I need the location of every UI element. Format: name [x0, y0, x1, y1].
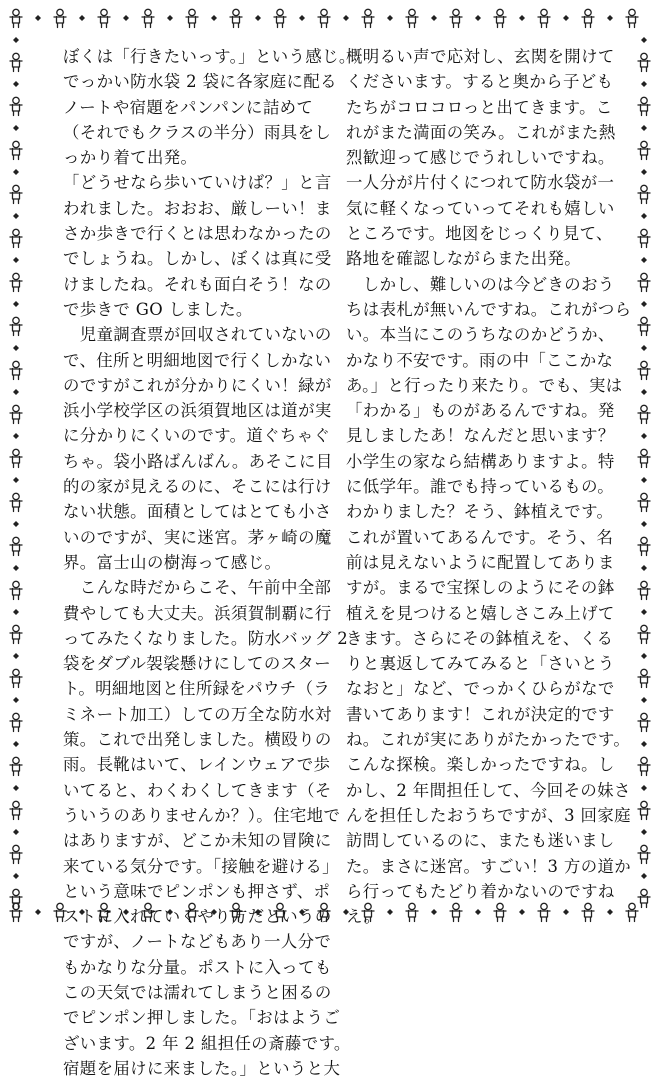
- text-line: いてると、わくわくしてきます（そ: [63, 780, 332, 800]
- kid-figure-icon: [638, 493, 650, 511]
- diamond-icon: [641, 125, 647, 131]
- kid-figure-icon: [230, 9, 242, 27]
- diamond-icon: [563, 15, 569, 21]
- kid-figure-icon: [638, 185, 650, 203]
- diamond-icon: [13, 81, 19, 87]
- kid-figure-icon: [638, 141, 650, 159]
- kid-figure-icon: [10, 141, 22, 159]
- text-line: 見しましたあ！なんだと思います？: [346, 426, 615, 446]
- text-line: ういうのありませんか？）。住宅地で: [63, 805, 341, 825]
- diamond-icon: [13, 873, 19, 879]
- kid-figure-icon: [274, 9, 286, 27]
- kid-figure-icon: [54, 9, 66, 27]
- kid-figure-icon: [10, 801, 22, 819]
- diamond-icon: [607, 15, 613, 21]
- diamond-icon: [35, 909, 41, 915]
- text-line: りと裏返してみてみると「さいとう: [346, 654, 615, 674]
- diamond-icon: [211, 15, 217, 21]
- diamond-icon: [641, 213, 647, 219]
- kid-figure-icon: [10, 713, 22, 731]
- text-line: ちゃ。袋小路ばんばん。あそこに目: [63, 451, 333, 471]
- text-line: でっかい防水袋 2 袋に各家庭に配る: [63, 72, 337, 92]
- diamond-icon: [641, 609, 647, 615]
- kid-figure-icon: [10, 185, 22, 203]
- kid-figure-icon: [638, 845, 650, 863]
- diamond-icon: [123, 15, 129, 21]
- kid-figure-icon: [494, 9, 506, 27]
- text-line: はありますが、どこか未知の冒険に: [63, 831, 332, 851]
- text-line: 的の家が見えるのに、そこには行け: [63, 477, 332, 497]
- text-line: もかなりな分量。ポストに入っても: [63, 957, 332, 977]
- text-line: ストに入れていくやり方だというの: [63, 907, 332, 927]
- diamond-icon: [13, 213, 19, 219]
- text-line: わかりました？そう、鉢植えです。: [346, 502, 614, 522]
- kid-figure-icon: [10, 53, 22, 71]
- diamond-icon: [79, 15, 85, 21]
- diamond-icon: [641, 433, 647, 439]
- kid-figure-icon: [10, 669, 22, 687]
- kid-figure-icon: [10, 9, 22, 27]
- text-line: くださいます。すると奥から子ども: [346, 72, 614, 92]
- text-line: なおと」など、でっかくひらがなで: [346, 679, 615, 699]
- diamond-icon: [641, 81, 647, 87]
- diamond-icon: [641, 389, 647, 395]
- kid-figure-icon: [638, 801, 650, 819]
- text-line: ところです。地図をじっくり見て、: [346, 224, 613, 244]
- diamond-icon: [13, 37, 19, 43]
- diamond-icon: [641, 697, 647, 703]
- diamond-icon: [13, 697, 19, 703]
- text-line: 「わかる」ものがあるんですね。発: [346, 401, 615, 421]
- diamond-icon: [299, 15, 305, 21]
- text-line: 雨。長靴はいて、レインウェアで歩: [63, 755, 331, 775]
- diamond-icon: [387, 15, 393, 21]
- text-line: ちは表札が無いんですね。これがつら: [346, 299, 632, 319]
- diamond-icon: [13, 609, 19, 615]
- kid-figure-icon: [538, 9, 550, 27]
- kid-figure-icon: [142, 9, 154, 27]
- text-line: 烈歓迎って感じでうれしいですね。: [346, 148, 615, 168]
- kid-figure-icon: [10, 889, 22, 907]
- kid-figure-icon: [10, 537, 22, 555]
- text-line: い。本当にこのうちなのかどうか、: [346, 325, 615, 345]
- kid-figure-icon: [10, 757, 22, 775]
- text-line: こんな時だからこそ、午前中全部: [63, 578, 332, 598]
- text-line: に低学年。誰でも持っているもの。: [346, 477, 614, 497]
- diamond-icon: [641, 345, 647, 351]
- text-line: んを担任したおうちですが、3 回家庭: [346, 805, 631, 825]
- diamond-icon: [641, 785, 647, 791]
- kid-figure-icon: [638, 757, 650, 775]
- text-line: という意味でピンポンも押さず、ポ: [63, 881, 331, 901]
- text-line: 浜小学校学区の浜須賀地区は道が実: [63, 401, 332, 421]
- text-line: ト。明細地図と住所録をパウチ（ラ: [63, 679, 331, 699]
- kid-figure-icon: [638, 273, 650, 291]
- text-line: 書いてあります！これが決定的です: [346, 704, 615, 724]
- text-line: ね。これが実にありがたかったです。: [346, 730, 631, 750]
- diamond-icon: [13, 257, 19, 263]
- diamond-icon: [13, 653, 19, 659]
- diamond-icon: [519, 15, 525, 21]
- kid-figure-icon: [10, 405, 22, 423]
- text-line: さか歩きで行くとは思わなかったの: [63, 224, 332, 244]
- text-line: この天気では濡れてしまうと困るの: [63, 982, 332, 1002]
- text-line: 袋をダブル袈裟懸けにしてのスター: [63, 654, 331, 674]
- text-line: 費やしても大丈夫。浜須賀制覇に行: [63, 603, 332, 623]
- kid-figure-icon: [638, 317, 650, 335]
- kid-figure-icon: [638, 53, 650, 71]
- diamond-icon: [13, 169, 19, 175]
- kid-figure-icon: [582, 9, 594, 27]
- text-line: 気に軽くなっていってそれも嬉しい: [346, 198, 615, 218]
- text-line: た。まさに迷宮。すごい！3 方の道か: [346, 856, 632, 876]
- diamond-icon: [641, 521, 647, 527]
- diamond-icon: [13, 433, 19, 439]
- diamond-icon: [167, 15, 173, 21]
- text-line: かなり不安です。雨の中「ここかな: [346, 350, 614, 370]
- text-line: のですがこれが分かりにくい！緑が: [63, 375, 332, 395]
- text-line: 策。これで出発しました。横殴りの: [63, 730, 332, 750]
- diamond-icon: [431, 15, 437, 21]
- text-line: たちがコロコロっと出てきます。こ: [346, 97, 613, 117]
- diamond-icon: [13, 125, 19, 131]
- text-line: でピンポン押しました。「おはようご: [63, 1008, 341, 1028]
- text-line: あ。」と行ったり来たり。でも、実は: [346, 375, 623, 395]
- kid-figure-icon: [10, 903, 22, 921]
- text-line: けましたね。それも面白そう！なの: [63, 274, 332, 294]
- kid-figure-icon: [10, 625, 22, 643]
- text-line: かし、2 年間担任して、今回その妹さ: [346, 780, 631, 800]
- kid-figure-icon: [406, 9, 418, 27]
- kid-figure-icon: [10, 229, 22, 247]
- diamond-icon: [35, 15, 41, 21]
- text-line: でしょうね。しかし、ぼくは真に受: [63, 249, 332, 269]
- diamond-icon: [641, 653, 647, 659]
- text-line: これが置いてあるんです。そう、名: [346, 527, 614, 547]
- text-line: 植えを見つけると嬉しさこみ上げて: [346, 603, 615, 623]
- text-line: ミネート加工）しての万全な防水対: [63, 704, 332, 724]
- diamond-icon: [343, 15, 349, 21]
- diamond-icon: [13, 741, 19, 747]
- right-text-column: [346, 44, 632, 929]
- diamond-icon: [475, 15, 481, 21]
- diamond-icon: [641, 477, 647, 483]
- diamond-icon: [13, 785, 19, 791]
- kid-figure-icon: [626, 9, 638, 27]
- kid-figure-icon: [98, 9, 110, 27]
- kid-figure-icon: [638, 713, 650, 731]
- text-line: ら行ってもたどり着かないのですね: [346, 881, 615, 901]
- text-line: っかり着て出発。: [63, 148, 198, 168]
- text-line: きます。さらにその鉢植えを、くる: [346, 628, 614, 648]
- kid-figure-icon: [10, 845, 22, 863]
- text-line: ですが、ノートなどもあり一人分で: [63, 932, 332, 952]
- text-line: しかし、難しいのは今どきのおう: [346, 274, 615, 294]
- kid-figure-icon: [10, 273, 22, 291]
- kid-figure-icon: [626, 903, 638, 921]
- kid-figure-icon: [638, 361, 650, 379]
- diamond-icon: [641, 37, 647, 43]
- diamond-icon: [641, 565, 647, 571]
- text-line: ってみたくなりました。防水バッグ 2: [63, 628, 349, 648]
- kid-figure-icon: [318, 9, 330, 27]
- kid-figure-icon: [10, 317, 22, 335]
- diamond-icon: [13, 477, 19, 483]
- text-line: 路地を確認しながらまた出発。: [346, 249, 582, 269]
- diamond-icon: [641, 829, 647, 835]
- text-line: 「どうせなら歩いていけば？」と言: [63, 173, 332, 193]
- kid-figure-icon: [10, 493, 22, 511]
- diamond-icon: [13, 389, 19, 395]
- kid-figure-icon: [638, 581, 650, 599]
- kid-figure-icon: [638, 229, 650, 247]
- text-line: 前は見えないように配置してありま: [346, 552, 615, 572]
- diamond-icon: [641, 873, 647, 879]
- kid-figure-icon: [638, 889, 650, 907]
- text-line: 一人分が片付くにつれて防水袋が一: [346, 173, 615, 193]
- text-line: 来ている気分です。「接触を避ける」: [63, 856, 339, 876]
- kid-figure-icon: [638, 97, 650, 115]
- kid-figure-icon: [450, 9, 462, 27]
- text-line: こんな探検。楽しかったですね。し: [346, 755, 615, 775]
- diamond-icon: [13, 829, 19, 835]
- text-line: に分かりにくいのです。道ぐちゃぐ: [63, 426, 331, 446]
- text-line: ない状態。面積としてはとても小さ: [63, 502, 332, 522]
- text-line: ざいます。2 年 2 組担任の斎藤です。: [63, 1033, 351, 1053]
- kid-figure-icon: [10, 361, 22, 379]
- kid-figure-icon: [638, 405, 650, 423]
- text-line: ノートや宿題をパンパンに詰めて: [63, 97, 314, 117]
- diamond-icon: [641, 301, 647, 307]
- text-line: われました。おおお、厳しーい！ま: [63, 198, 332, 218]
- text-line: 概明るい声で応対し、玄関を開けて: [346, 47, 615, 66]
- diamond-icon: [13, 301, 19, 307]
- text-line: れがまた満面の笑み。これがまた熱: [346, 122, 616, 142]
- text-line: 小学生の家なら結構ありますよ。特: [346, 451, 615, 471]
- text-line: ぼくは「行きたいっす。」という感じ。: [63, 47, 356, 66]
- text-line: いのですが、実に迷宮。茅ヶ崎の魔: [63, 527, 332, 547]
- kid-figure-icon: [186, 9, 198, 27]
- diamond-icon: [13, 521, 19, 527]
- text-line: 界。富士山の樹海って感じ。: [63, 552, 282, 572]
- text-line: え。: [346, 907, 381, 927]
- kid-figure-icon: [362, 9, 374, 27]
- diamond-icon: [641, 169, 647, 175]
- text-line: 児童調査票が回収されていないの: [63, 325, 332, 345]
- kid-figure-icon: [10, 97, 22, 115]
- diamond-icon: [255, 15, 261, 21]
- text-line: 訪問しているのに、またも迷いまし: [346, 831, 615, 851]
- diamond-icon: [641, 257, 647, 263]
- kid-figure-icon: [10, 449, 22, 467]
- text-line: 宿題を届けに来ました。」というと大: [63, 1058, 341, 1078]
- text-line: で、住所と明細地図で行くしかない: [63, 350, 332, 370]
- diamond-icon: [641, 741, 647, 747]
- text-line: で歩きで GO しました。: [63, 299, 253, 319]
- left-text-column: [63, 44, 356, 1081]
- kid-figure-icon: [638, 449, 650, 467]
- kid-figure-icon: [10, 581, 22, 599]
- kid-figure-icon: [638, 669, 650, 687]
- diamond-icon: [13, 345, 19, 351]
- diamond-icon: [13, 565, 19, 571]
- kid-figure-icon: [638, 625, 650, 643]
- kid-figure-icon: [638, 537, 650, 555]
- text-line: （それでもクラスの半分）雨具をし: [63, 122, 332, 142]
- text-line: すが。まるで宝探しのようにその鉢: [346, 578, 615, 598]
